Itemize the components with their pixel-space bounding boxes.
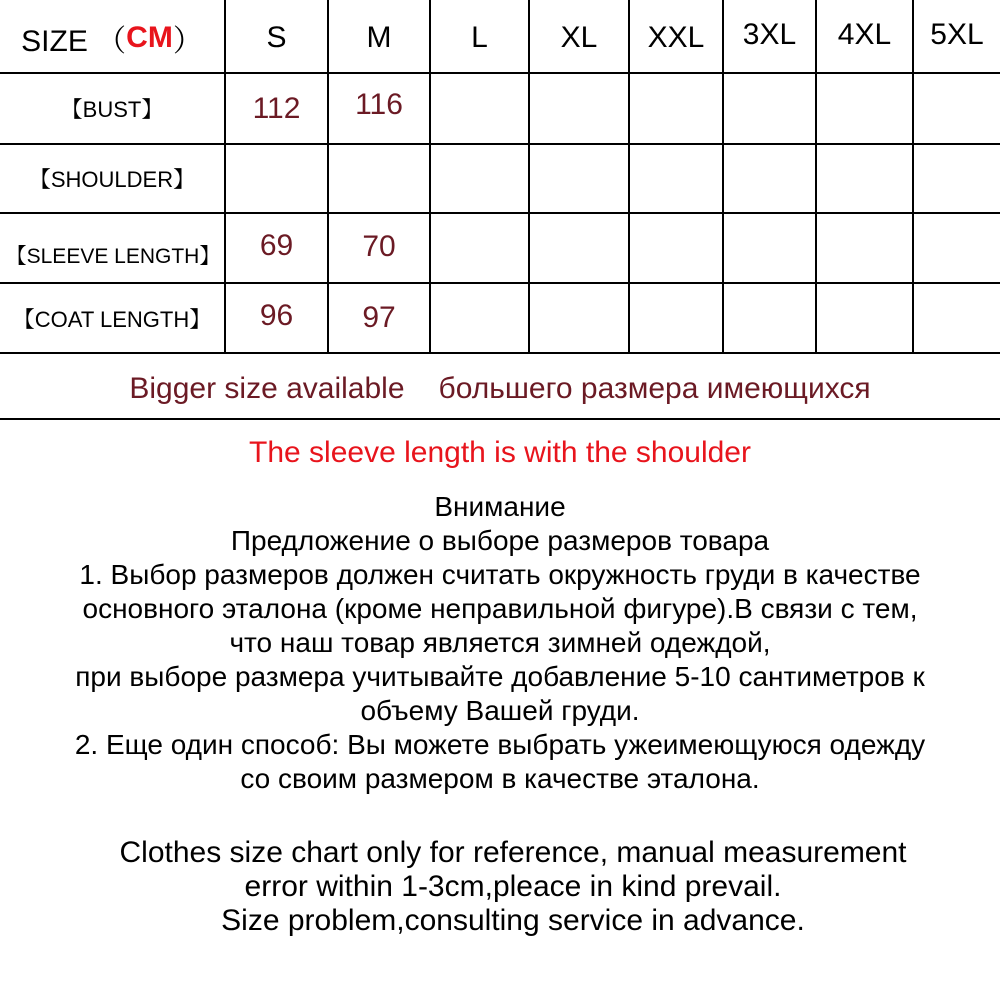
row-label-coat-length: 【COAT LENGTH】 bbox=[12, 306, 212, 332]
english-size-advice bbox=[0, 836, 1000, 938]
ru-note-line: со своим размером в качестве эталона. bbox=[240, 763, 760, 794]
row-label-bust: 【BUST】 bbox=[60, 97, 164, 122]
russian-size-advice bbox=[0, 490, 1000, 796]
bigger-size-ru: большего размера имеющихся bbox=[438, 372, 871, 405]
bigger-size-en: Bigger size available bbox=[129, 372, 405, 405]
size-column-header: M bbox=[366, 21, 392, 54]
ru-note-line: объему Вашей груди. bbox=[360, 695, 640, 726]
size-column-header: S bbox=[266, 21, 287, 54]
size-column-header: XXL bbox=[647, 21, 705, 54]
size-column-header: 4XL bbox=[837, 18, 892, 51]
ru-note-line: что наш товар является зимней одеждой, bbox=[229, 627, 771, 658]
table-rule bbox=[0, 212, 1000, 214]
row-label-sleeve-length: 【SLEEVE LENGTH】 bbox=[5, 245, 221, 268]
size-chart-table bbox=[0, 0, 1000, 354]
coat-value-m: 97 bbox=[362, 301, 396, 334]
ru-note-line: при выборе размера учитывайте добавление 5-10 сантиметров к bbox=[75, 661, 925, 692]
size-column-header: XL bbox=[560, 21, 598, 54]
ru-note-line: Внимание bbox=[434, 491, 566, 522]
size-unit-label: CM bbox=[126, 21, 173, 54]
size-header-label: SIZE （ bbox=[21, 25, 127, 58]
sleeve-length-note: The sleeve length is with the shoulder bbox=[249, 436, 751, 469]
size-column-header: 5XL bbox=[930, 18, 984, 51]
en-note-line: Size problem,consulting service in advance. bbox=[221, 904, 805, 937]
en-note-line: Clothes size chart only for reference, manual measurement bbox=[119, 836, 907, 869]
ru-note-line: Предложение о выборе размеров товара bbox=[230, 525, 770, 556]
size-column-header: 3XL bbox=[742, 18, 797, 51]
en-note-line: error within 1-3cm,pleace in kind prevail. bbox=[244, 870, 782, 903]
ru-note-line: 2. Еще один способ: Вы можете выбрать ужеимеющуюся одежду bbox=[74, 729, 926, 760]
size-header-close: ） bbox=[172, 25, 203, 58]
sleeve-value-m: 70 bbox=[362, 230, 396, 263]
size-header-cell bbox=[0, 4, 224, 72]
bigger-size-note bbox=[0, 372, 1000, 406]
row-label-shoulder: 【SHOULDER】 bbox=[28, 167, 196, 192]
table-rule bbox=[0, 352, 1000, 354]
size-column-header: L bbox=[471, 21, 488, 54]
section-divider bbox=[0, 418, 1000, 420]
bust-value-s: 112 bbox=[252, 91, 301, 125]
ru-note-line: 1. Выбор размеров должен считать окружность груди в качестве bbox=[79, 559, 921, 590]
sleeve-value-s: 69 bbox=[259, 229, 294, 262]
ru-note-line: основного эталона (кроме неправильной фигуре).В связи с тем, bbox=[82, 593, 918, 624]
coat-value-s: 96 bbox=[259, 299, 294, 332]
bust-value-m: 116 bbox=[355, 87, 403, 121]
